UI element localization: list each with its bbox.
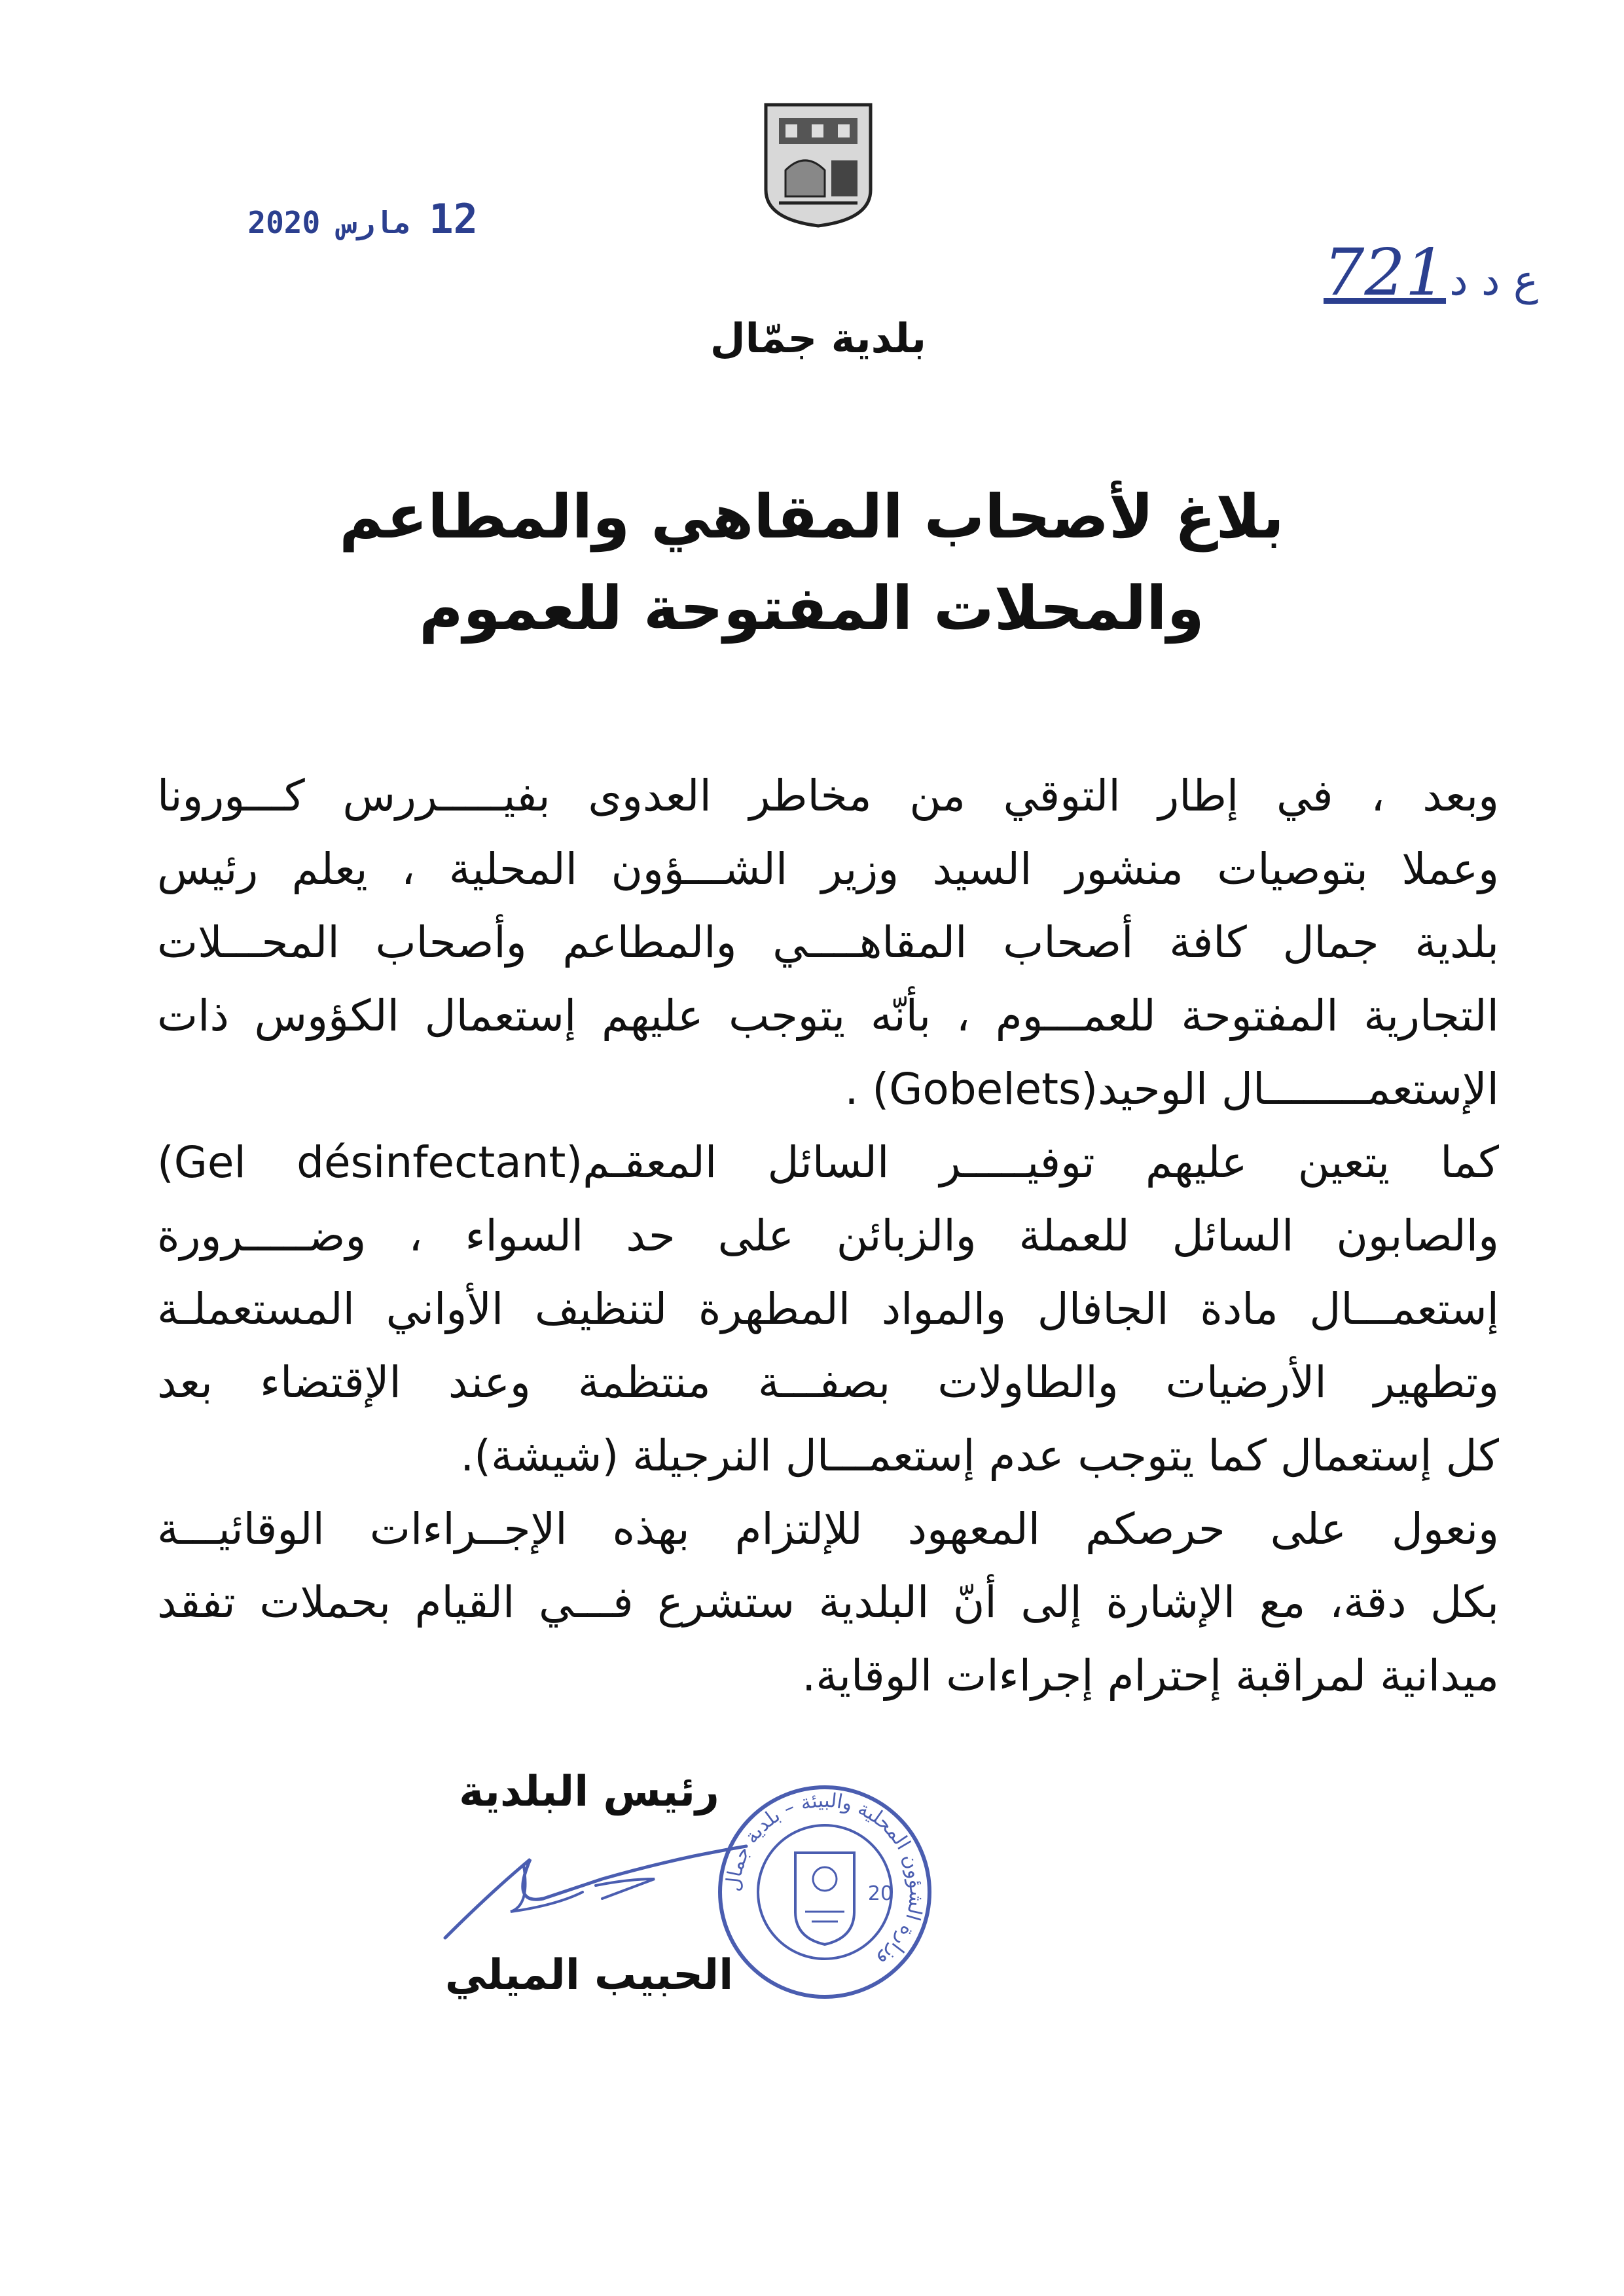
body-line: وبعد ، في إطار التوقي من مخاطر العدوى بفيـــــررس كـــورونا [157, 771, 1499, 821]
body-line: كل إستعمال كما يتوجب عدم إستعمـــال النرجيلة (شيشة). [460, 1430, 1499, 1481]
body-line: ميدانية لمراقبة إحترام إجراءات الوقاية. [802, 1650, 1499, 1701]
signatory-name: الحبيب الميلي [444, 1951, 734, 1999]
body-line: بلدية جمال كافة أصحاب المقاهــــي والمطاعم وأصحاب المحـــلات [157, 917, 1499, 968]
seal-icon [713, 1781, 936, 2003]
reference-label: ع د د [1449, 257, 1538, 305]
municipality-name: بلدية جمّال [710, 314, 927, 362]
official-seal [713, 1781, 936, 2003]
title-line-1: بلاغ لأصحاب المقاهي والمطاعم [339, 482, 1284, 552]
emblem-icon [753, 98, 884, 229]
body-line: التجارية المفتوحة للعمـــوم ، بأنّه يتوجب عليهم إستعمال الكؤوس ذات [157, 991, 1499, 1041]
body-line: والصابون السائل للعملة والزبائن على حد السواء ، وضـــــرورة [157, 1211, 1499, 1261]
stamp-month: مارس [338, 205, 411, 240]
body-line: وعملا بتوصيات منشور السيد وزير الشـــؤون المحلية ، يعلم رئيس [157, 844, 1499, 894]
body-line: الإستعمــــــــال الوحيد(Gobelets) . [844, 1064, 1499, 1114]
reference-number [1198, 236, 1538, 327]
stamp-day: 12 [429, 195, 478, 243]
signatory-title: رئيس البلدية [459, 1768, 719, 1816]
announcement-title [327, 471, 1296, 655]
body-line: وتطهير الأرضيات والطاولات بصفـــة منتظمة وعند الإقتضاء بعد [157, 1357, 1499, 1408]
body-line: إستعمـــال مادة الجافال والمواد المطهرة لتنظيف الأواني المستعملـة [157, 1284, 1499, 1334]
municipality-logo [753, 98, 884, 229]
svg-text:وزارة الشؤون المحلية والبيئة –: وزارة الشؤون المحلية والبيئة – بلدية جمال [721, 1789, 928, 1973]
svg-text:20: 20 [867, 1882, 893, 1905]
date-stamp [247, 195, 478, 247]
body-line: بكل دقة، مع الإشارة إلى أنّ البلدية ستشرع فـــي القيام بحملات تفقد [157, 1577, 1499, 1628]
title-line-2: والمحلات المفتوحة للعموم [419, 574, 1204, 644]
stamp-year: 2020 [247, 205, 321, 240]
reference-value: 721 [1323, 236, 1447, 310]
announcement-body [157, 759, 1499, 1713]
body-line: كما يتعين عليهم توفيـــــر السائل المعقـم(Gel désinfectant) [157, 1137, 1499, 1188]
body-line: ونعول على حرصكم المعهود للإلتزام بهذه الإجــراءات الوقائيـــة [157, 1504, 1499, 1554]
